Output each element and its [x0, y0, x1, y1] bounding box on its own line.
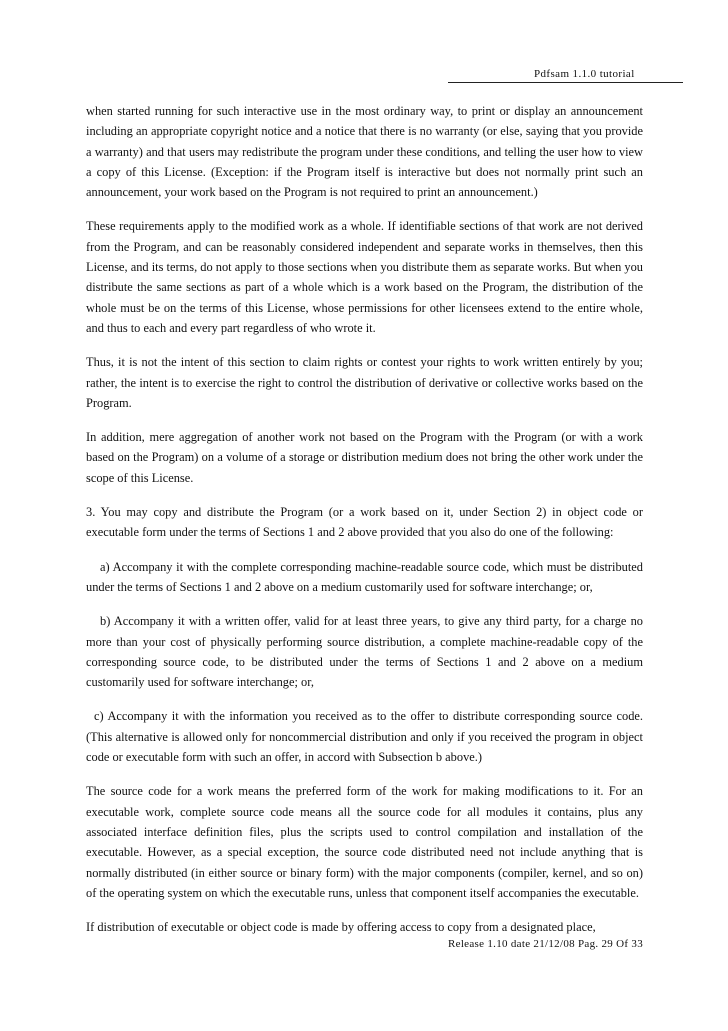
paragraph: If distribution of executable or object code is made by offering access to copy from a designated place, [86, 920, 596, 935]
paragraph: Thus, it is not the intent of this section to claim rights or contest your rights to work written entirely by you; rather, the intent is to exercise the right to control the distribution of derivative or collective works based on the Program. [86, 355, 643, 410]
clause-c-paragraph: c) Accompany it with the information you received as to the offer to distribute corresponding source code. (This alternative is allowed only for noncommercial distribution and only if you received the program in object code or executable form with such an offer, in accord with Subsection b above.) [86, 709, 643, 765]
document-body [86, 101, 643, 951]
page-footer: Release 1.10 date 21/12/08 Pag. 29 Of 33 [448, 938, 643, 950]
paragraph: when started running for such interactive use in the most ordinary way, to print or display an announcement including an appropriate copyright notice and a notice that there is no warranty (or else, saying that you provide a warranty) and that users may redistribute the program under these conditions, and telling the user how to view a copy of this License. (Exception: if the Program itself is interactive but does not normally print such an announcement, your work based on the Program is not required to print an announcement.) [86, 104, 643, 200]
section-3-paragraph: 3. You may copy and distribute the Program (or a work based on it, under Section 2) in object code or executable form under the terms of Sections 1 and 2 above provided that you also do one of the following: [86, 505, 643, 540]
page-header: Pdfsam 1.1.0 tutorial [448, 68, 683, 83]
paragraph: The source code for a work means the preferred form of the work for making modifications to it. For an executable work, complete source code means all the source code for all modules it contains, plus any associated interface definition files, plus the scripts used to control compilation and installation of the executable. However, as a special exception, the source code distributed need not include anything that is normally distributed (in either source or binary form) with the major components (compiler, kernel, and so on) of the operating system on which the executable runs, unless that component itself accompanies the executable. [86, 784, 643, 900]
paragraph: In addition, mere aggregation of another work not based on the Program with the Program (or with a work based on the Program) on a volume of a storage or distribution medium does not bring the other work under the scope of this License. [86, 430, 643, 485]
clause-a-paragraph: a) Accompany it with the complete corresponding machine-readable source code, which must be distributed under the terms of Sections 1 and 2 above on a medium customarily used for software interchange; or, [86, 559, 643, 594]
paragraph: These requirements apply to the modified work as a whole. If identifiable sections of that work are not derived from the Program, and can be reasonably considered independent and separate works in themselves, then this License, and its terms, do not apply to those sections when you distribute them as separate works. But when you distribute the same sections as part of a whole which is a work based on the Program, the distribution of the whole must be on the terms of this License, whose permissions for other licensees extend to the entire whole, and thus to each and every part regardless of who wrote it. [86, 219, 643, 335]
clause-b-paragraph: b) Accompany it with a written offer, valid for at least three years, to give any third party, for a charge no more than your cost of physically performing source distribution, a complete machine-readable copy of the corresponding source code, to be distributed under the terms of Sections 1 and 2 above on a medium customarily used for software interchange; or, [86, 614, 643, 690]
